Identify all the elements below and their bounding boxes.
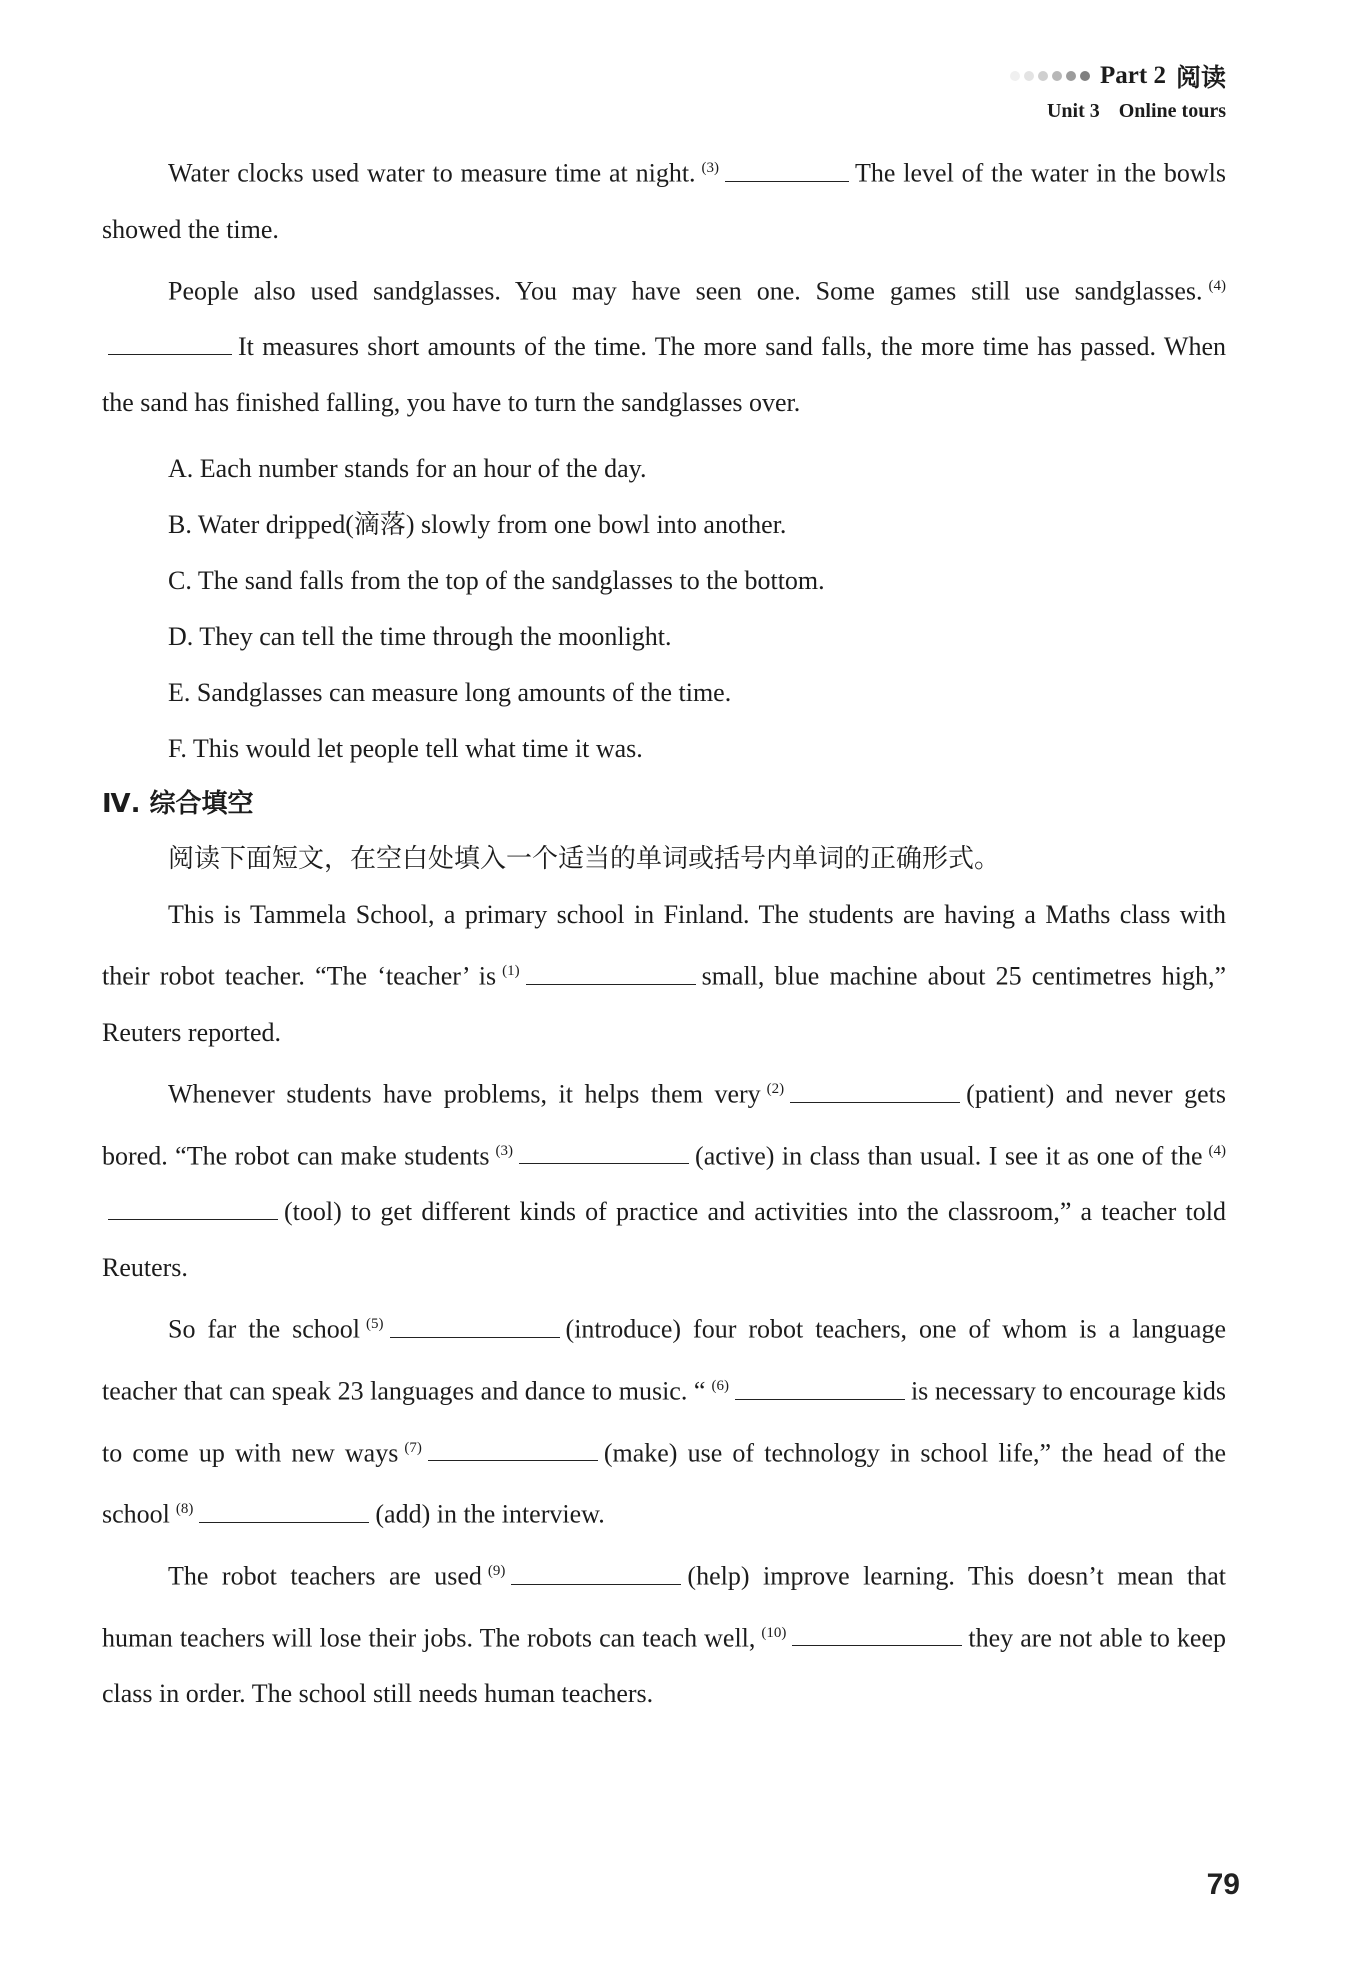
- passage2-paragraph-4: [102, 1543, 1226, 1722]
- question-number: (4): [1208, 277, 1226, 294]
- answer-blank[interactable]: [526, 964, 696, 985]
- option-a: A. Each number stands for an hour of the day.: [168, 454, 647, 484]
- answer-blank[interactable]: [735, 1379, 905, 1400]
- passage1-p1-text-b: The level of the water in the bowls showed the time.: [102, 158, 1226, 244]
- part-label: Part 2: [1100, 62, 1166, 89]
- dot-5: [1066, 71, 1076, 81]
- passage2-paragraph-2: [102, 1061, 1226, 1296]
- answer-blank[interactable]: [792, 1625, 962, 1646]
- passage2-p2-text-b: (patient) and never gets bored. “The robot can make students: [102, 1079, 1226, 1171]
- passage2-p2-text-c: (active) in class than usual. I see it as one of the: [695, 1141, 1203, 1171]
- passage2-paragraph-3: [102, 1296, 1226, 1543]
- answer-blank[interactable]: [199, 1502, 369, 1523]
- answer-blank[interactable]: [390, 1317, 560, 1338]
- question-number: (3): [495, 1142, 514, 1159]
- passage2-p1-text-b: small, blue machine about 25 centimetres high,” Reuters reported.: [102, 961, 1226, 1047]
- question-number: (10): [761, 1624, 787, 1641]
- section-label: 阅读: [1175, 63, 1226, 92]
- question-number: (1): [502, 963, 520, 980]
- passage2-p3-text-e: (add) in the interview.: [375, 1499, 605, 1529]
- dot-4: [1052, 71, 1062, 81]
- option-c: C. The sand falls from the top of the sandglasses to the bottom.: [168, 566, 825, 596]
- answer-blank[interactable]: [725, 161, 849, 182]
- option-b: B. Water dripped(滴落) slowly from one bowl into another.: [168, 510, 787, 540]
- option-list: [102, 441, 1226, 777]
- passage2-p2-text-d: (tool) to get different kinds of practice and activities into the classroom,” a teacher told Reuters.: [102, 1197, 1226, 1283]
- passage2-p2-text-a: Whenever students have problems, it helps them very: [168, 1079, 761, 1109]
- passage2-p4-text-a: The robot teachers are used: [168, 1561, 482, 1591]
- dot-6: [1080, 71, 1090, 81]
- question-number: (6): [711, 1377, 729, 1394]
- passage2-p4-text-b: (help) improve learning. This doesn’t mean that human teachers will lose their jobs. The robots can teach well,: [102, 1561, 1226, 1653]
- passage1-paragraph-2: [102, 258, 1226, 432]
- page-header: [1010, 58, 1226, 123]
- section-heading: Ⅳ. 综合填空: [102, 789, 254, 820]
- answer-blank[interactable]: [790, 1082, 960, 1103]
- question-number: (7): [404, 1439, 422, 1456]
- question-number: (3): [701, 160, 720, 176]
- unit-title: Online tours: [1118, 100, 1226, 122]
- passage1-p2-text-b: It measures short amounts of the time. The more sand falls, the more time has passed. When the sand has finished falling, you have to turn the sandglasses over.: [102, 332, 1226, 418]
- answer-blank[interactable]: [108, 1199, 278, 1220]
- page-content: [102, 140, 1226, 1722]
- answer-blank[interactable]: [511, 1564, 681, 1585]
- passage2-p4-text-c: they are not able to keep class in order. The school still needs human teachers.: [102, 1623, 1226, 1709]
- unit-label: Unit 3: [1046, 100, 1100, 122]
- passage2-paragraph-1: [102, 887, 1226, 1061]
- question-number: (9): [487, 1562, 506, 1579]
- answer-blank[interactable]: [428, 1440, 598, 1461]
- question-number: (4): [1208, 1142, 1227, 1159]
- passage2-p3-text-a: So far the school: [168, 1314, 361, 1344]
- option-e: E. Sandglasses can measure long amounts of the time.: [168, 678, 732, 708]
- question-number: (5): [366, 1316, 384, 1333]
- passage1-p2-text-a: People also used sandglasses. You may have seen one. Some games still use sandglasses.: [168, 276, 1203, 306]
- passage2-p3-text-b: (introduce) four robot teachers, one of whom is a language teacher that can speak 23 languages and dance to music. “: [102, 1314, 1226, 1406]
- option-f: F. This would let people tell what time it was.: [168, 734, 643, 764]
- dot-2: [1024, 71, 1034, 81]
- section-instruction: 阅读下面短文，在空白处填入一个适当的单词或括号内单词的正确形式。: [168, 844, 1001, 875]
- question-number: (2): [766, 1080, 785, 1097]
- option-d: D. They can tell the time through the moonlight.: [168, 622, 672, 652]
- passage1-paragraph-1: [102, 140, 1226, 258]
- header-top-row: [1010, 58, 1226, 94]
- question-number: (8): [175, 1501, 194, 1518]
- answer-blank[interactable]: [108, 334, 232, 355]
- answer-blank[interactable]: [519, 1143, 689, 1164]
- page-number: 79: [1206, 1868, 1240, 1901]
- passage2-p1-text-a: This is Tammela School, a primary school in Finland. The students are having a Maths class with their robot teacher. “The ‘teacher’ is: [102, 900, 1226, 991]
- dot-1: [1010, 71, 1020, 81]
- dot-3: [1038, 71, 1048, 81]
- passage2-p3-text-d: (make) use of technology in school life,” the head of the school: [102, 1438, 1226, 1529]
- unit-line: [1010, 100, 1226, 123]
- passage1-p1-text-a: Water clocks used water to measure time at night.: [168, 158, 696, 188]
- passage2-p3-text-c: is necessary to encourage kids to come up with new ways: [102, 1376, 1226, 1468]
- decorative-dots: [1010, 71, 1090, 81]
